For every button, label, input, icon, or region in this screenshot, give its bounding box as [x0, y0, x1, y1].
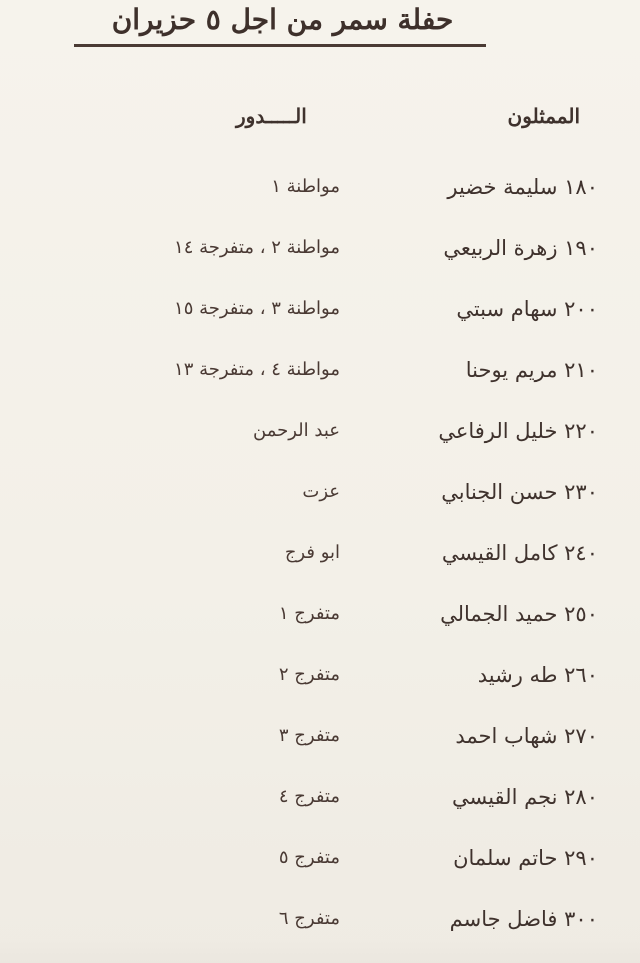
cast-row [0, 655, 640, 695]
actor-name: ٢٣٠ حسن الجنابي [441, 480, 598, 504]
role-name: مواطنة ٤ ، متفرجة ١٣ [174, 359, 340, 380]
cast-row [0, 228, 640, 268]
role-name: عزت [302, 481, 340, 502]
cast-row [0, 289, 640, 329]
actor-name: ٢٢٠ خليل الرفاعي [438, 419, 598, 443]
actor-name: ٢٧٠ شهاب احمد [455, 724, 598, 748]
actor-name: ٢٥٠ حميد الجمالي [440, 602, 598, 626]
cast-row [0, 594, 640, 634]
actor-name: ١٨٠ سليمة خضير [447, 175, 598, 199]
cast-row [0, 899, 640, 939]
cast-row [0, 472, 640, 512]
actor-name: ٢٨٠ نجم القيسي [451, 785, 598, 809]
cast-row [0, 411, 640, 451]
page-title: حفلة سمر من اجل ٥ حزيران [111, 3, 454, 36]
role-name: متفرج ٦ [278, 908, 340, 929]
role-name: متفرج ٣ [278, 725, 340, 746]
cast-row [0, 716, 640, 756]
role-name: متفرج ٤ [278, 786, 340, 807]
actor-name: ٢٩٠ حاتم سلمان [453, 846, 598, 870]
cast-row [0, 777, 640, 817]
actor-name: ٢١٠ مريم يوحنا [465, 358, 598, 382]
role-name: مواطنة ٣ ، متفرجة ١٥ [174, 298, 340, 319]
role-name: متفرج ١ [278, 603, 340, 624]
page-edge-shadow [0, 939, 640, 963]
actor-name: ٢٤٠ كامل القيسي [441, 541, 598, 565]
cast-row [0, 838, 640, 878]
role-name: متفرج ٢ [278, 664, 340, 685]
cast-row [0, 533, 640, 573]
actor-name: ٢٦٠ طه رشيد [477, 663, 598, 687]
role-column-header: الـــــدور [236, 104, 307, 128]
role-name: مواطنة ٢ ، متفرجة ١٤ [174, 237, 340, 258]
actor-name: ٣٠٠ فاضل جاسم [449, 907, 598, 931]
cast-row [0, 350, 640, 390]
role-name: عبد الرحمن [253, 420, 340, 441]
actors-column-header: الممثلون [507, 104, 580, 128]
cast-row [0, 167, 640, 207]
actor-name: ١٩٠ زهرة الربيعي [443, 236, 598, 260]
role-name: ابو فرج [284, 542, 340, 563]
role-name: مواطنة ١ [271, 176, 340, 197]
actor-name: ٢٠٠ سهام سبتي [456, 297, 598, 321]
role-name: متفرج ٥ [278, 847, 340, 868]
title-underline [74, 44, 486, 47]
